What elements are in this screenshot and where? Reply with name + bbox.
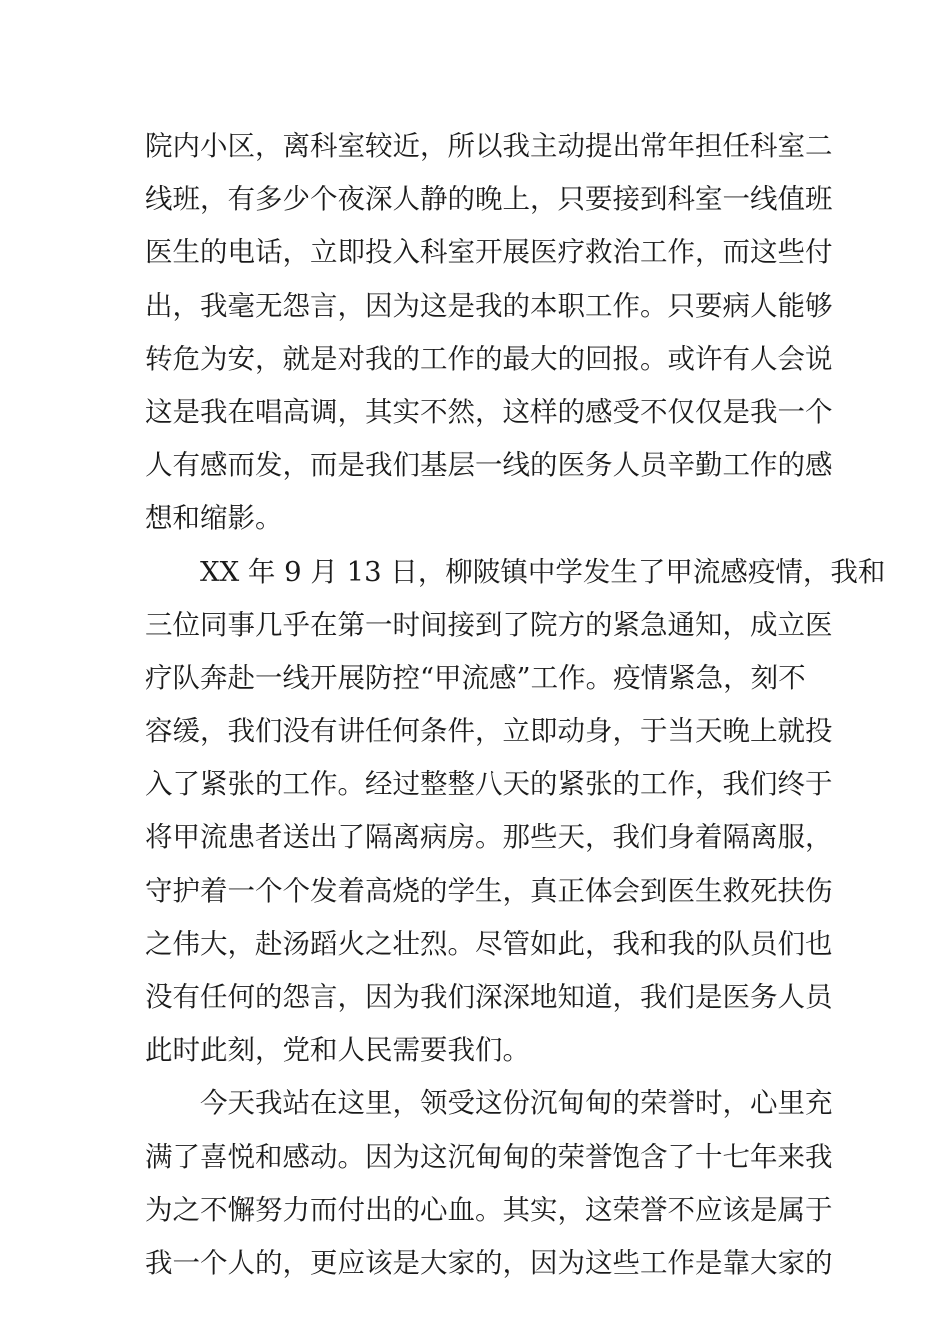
- text-line: 我一个人的，更应该是大家的，因为这些工作是靠大家的: [145, 1246, 833, 1279]
- text-line: 线班，有多少个夜深人静的晚上，只要接到科室一线值班: [145, 183, 833, 216]
- text-line: 此时此刻，党和人民需要我们。: [145, 1034, 530, 1067]
- text-line: 容缓，我们没有讲任何条件，立即动身，于当天晚上就投: [145, 715, 833, 748]
- text-line: 转危为安，就是对我的工作的最大的回报。或许有人会说: [145, 342, 833, 375]
- paragraph-3: [145, 1077, 833, 1290]
- text-line: 今天我站在这里，领受这份沉甸甸的荣誉时，心里充: [200, 1087, 833, 1120]
- document-body: [145, 120, 886, 1290]
- text-line: XX 年 9 月 13 日，柳陂镇中学发生了甲流感疫情，我和: [200, 555, 886, 588]
- text-line: 这是我在唱高调，其实不然，这样的感受不仅仅是我一个: [145, 395, 833, 428]
- text-line: 人有感而发，而是我们基层一线的医务人员辛勤工作的感: [145, 449, 833, 482]
- text-line: 之伟大，赴汤蹈火之壮烈。尽管如此，我和我的队员们也: [145, 927, 833, 960]
- text-line: 疗队奔赴一线开展防控“甲流感”工作。疫情紧急，刻不: [145, 661, 806, 694]
- paragraph-1: [145, 120, 833, 546]
- text-line: 没有任何的怨言，因为我们深深地知道，我们是医务人员: [145, 981, 833, 1013]
- text-line: 三位同事几乎在第一时间接到了院方的紧急通知，成立医: [145, 608, 833, 641]
- text-line: 出，我毫无怨言，因为这是我的本职工作。只要病人能够: [145, 289, 833, 322]
- text-line: 医生的电话，立即投入科室开展医疗救治工作，而这些付: [145, 236, 833, 269]
- text-line: 满了喜悦和感动。因为这沉甸甸的荣誉饱含了十七年来我: [145, 1140, 833, 1173]
- text-line: 守护着一个个发着高烧的学生，真正体会到医生救死扶伤: [145, 874, 833, 907]
- text-line: 入了紧张的工作。经过整整八天的紧张的工作，我们终于: [145, 768, 833, 801]
- text-line: 将甲流患者送出了隔离病房。那些天，我们身着隔离服，: [145, 821, 833, 854]
- paragraph-2: [145, 546, 886, 1078]
- text-line: 为之不懈努力而付出的心血。其实，这荣誉不应该是属于: [145, 1193, 833, 1226]
- text-line: 院内小区，离科室较近，所以我主动提出常年担任科室二: [145, 130, 833, 162]
- text-line: 想和缩影。: [145, 502, 283, 535]
